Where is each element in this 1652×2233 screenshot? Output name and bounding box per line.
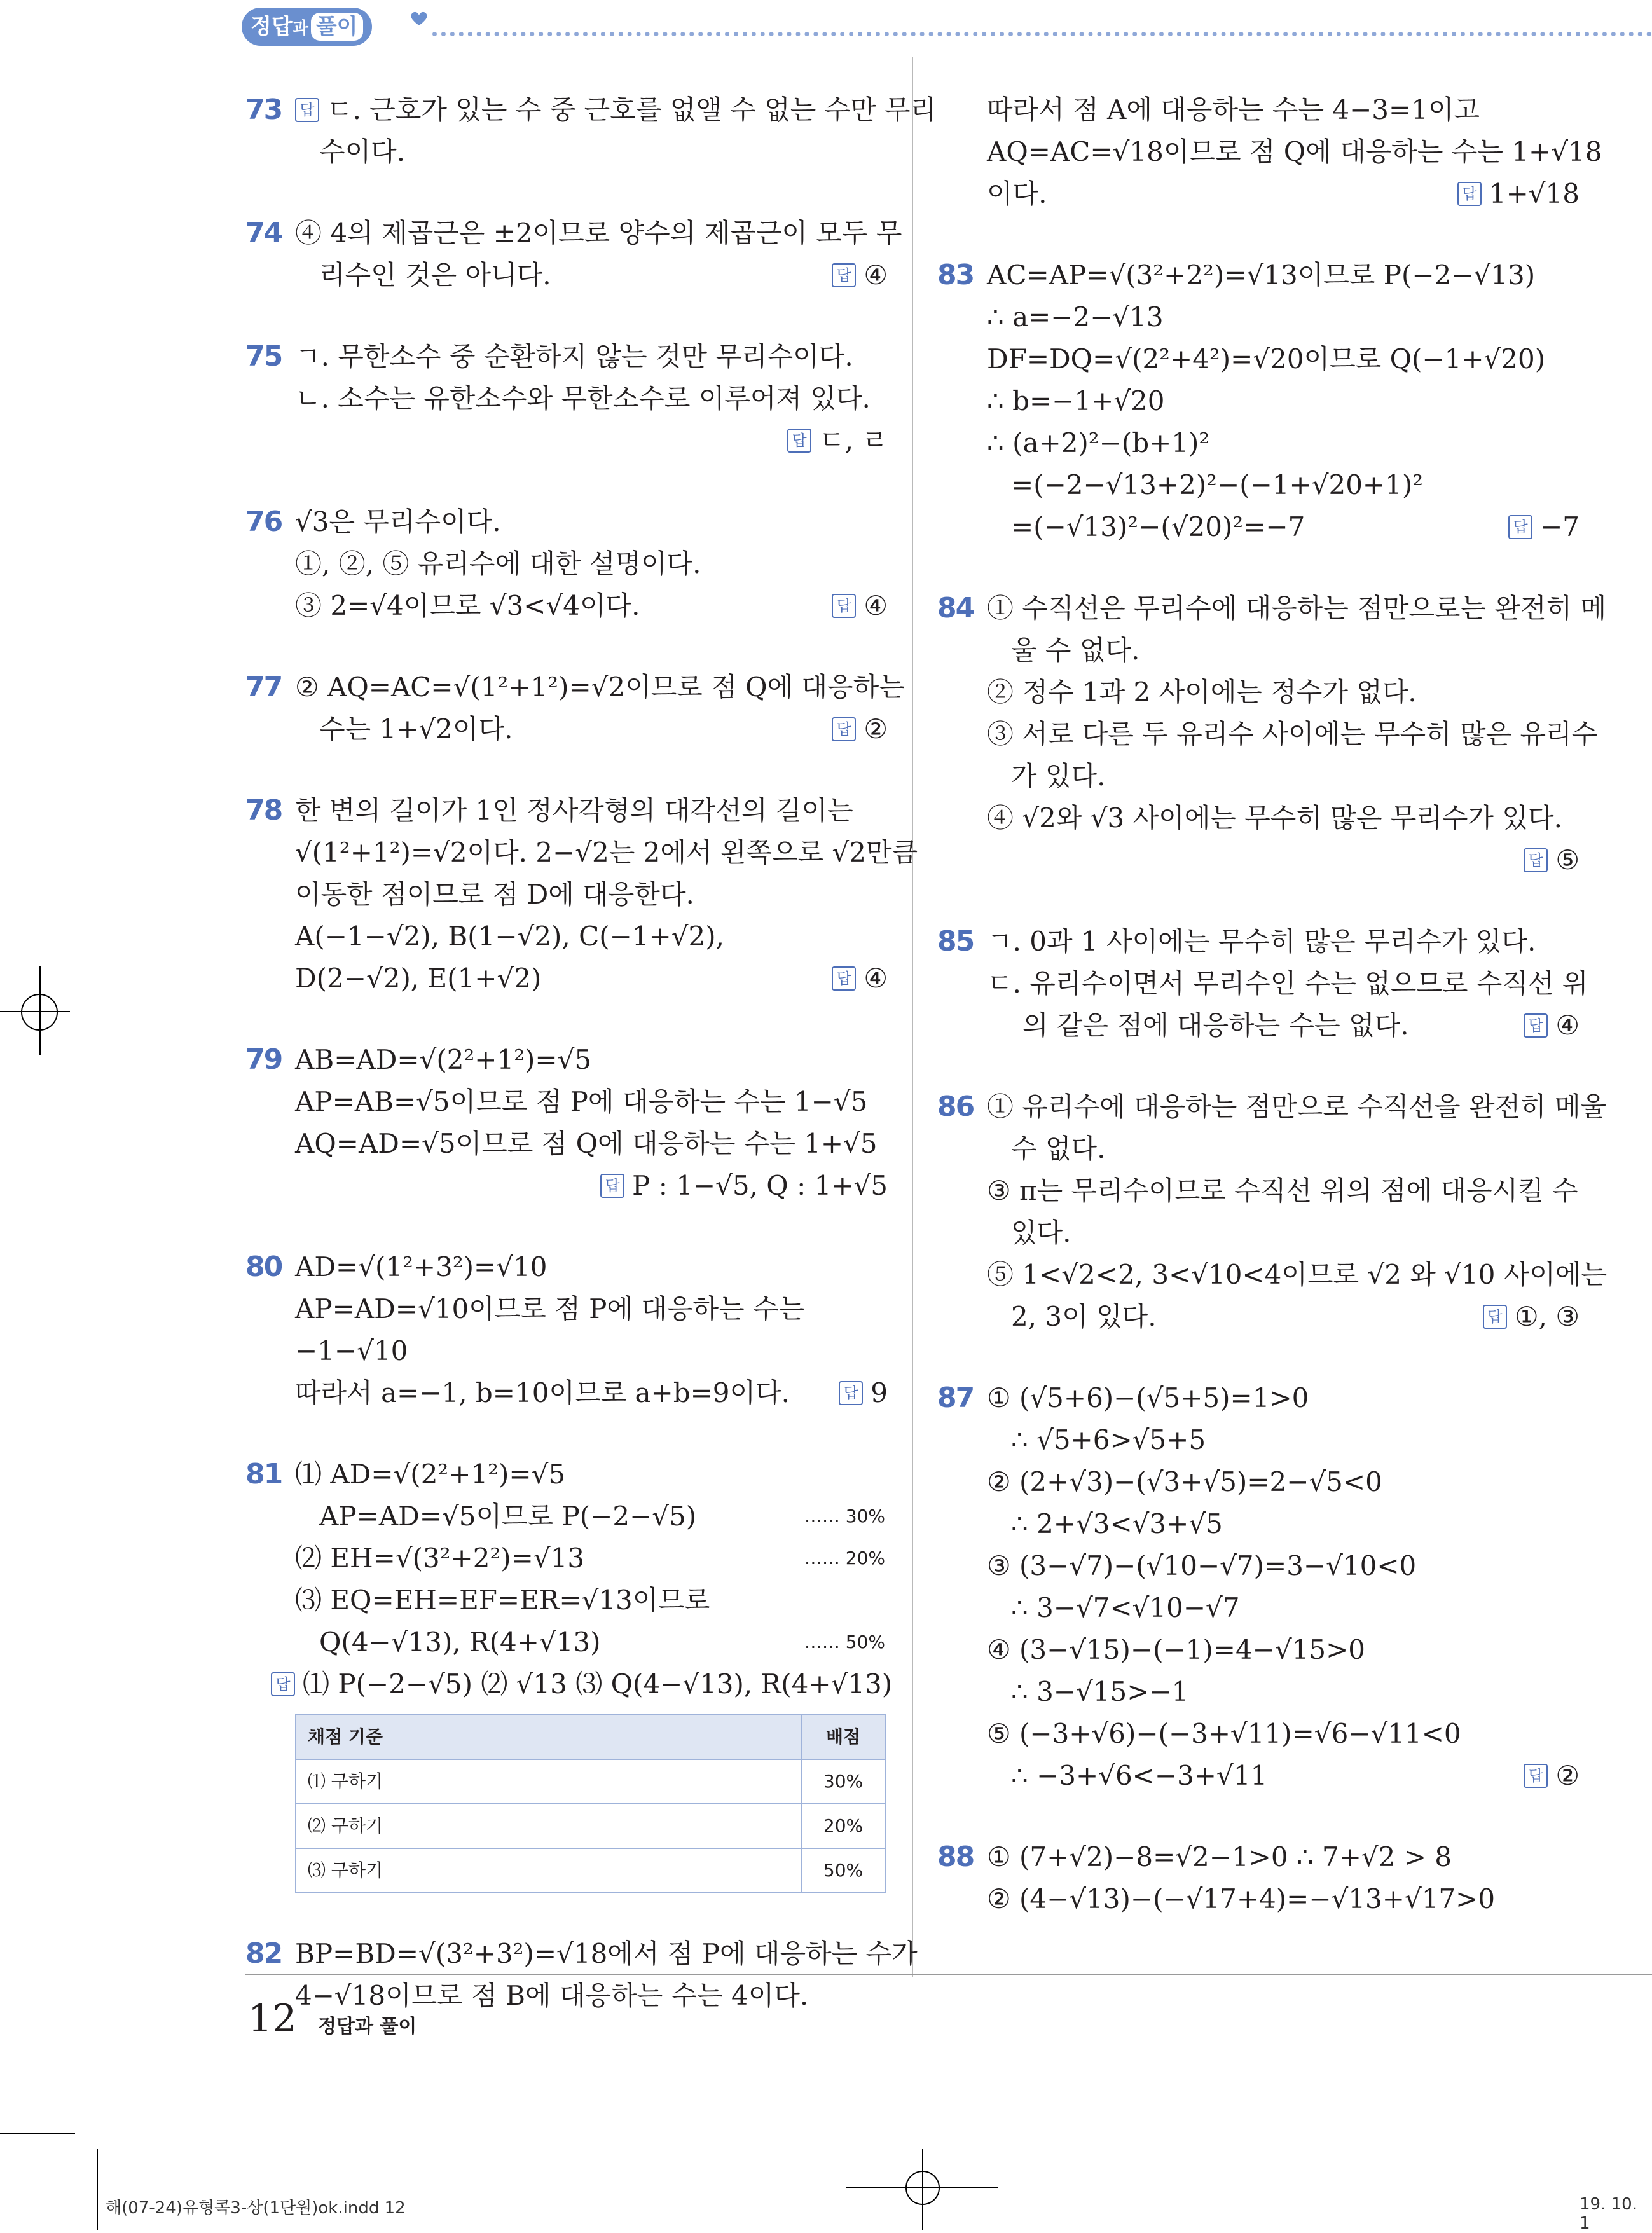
- left-column: [245, 89, 937, 2056]
- solution-line: [245, 958, 888, 1000]
- answer-value: ②: [1555, 1760, 1580, 1791]
- line-text: 의 같은 점에 대응하는 수는 없다.: [1022, 1010, 1409, 1041]
- problem-77: [245, 666, 905, 750]
- answer-mark-icon: 답: [271, 1672, 295, 1696]
- line-text: 리수인 것은 아니다.: [319, 259, 551, 291]
- solution-line: [245, 254, 888, 296]
- answer: [245, 420, 888, 462]
- solution-line: ∴ 2+√3<√3+√5: [1011, 1508, 1223, 1539]
- problem-75: [245, 336, 888, 462]
- solution-line: ① (7+√2)−8=√2−1>0 ∴ 7+√2 > 8: [987, 1841, 1452, 1872]
- answer: [832, 585, 888, 627]
- page-number: 12: [248, 1996, 297, 2041]
- solution-line: AD=√(1²+3²)=√10: [295, 1251, 547, 1282]
- right-column: [937, 89, 1607, 1960]
- problem-number: 79: [245, 1043, 282, 1076]
- problem-86: [937, 1086, 1607, 1338]
- solution-line: ∴ 3−√7<√10−√7: [1011, 1592, 1240, 1623]
- problem-number: 78: [245, 794, 282, 827]
- solution-line: ∴ b=−1+√20: [987, 385, 1165, 416]
- solution-line: [245, 1372, 888, 1414]
- problem-number: 74: [245, 217, 282, 249]
- table-cell: 20%: [801, 1804, 886, 1848]
- solution-line: ④ √2와 √3 사이에는 무수히 많은 무리수가 있다.: [987, 802, 1562, 834]
- answer-value: ②: [864, 713, 888, 745]
- answer: [832, 958, 888, 1000]
- table-cell: 50%: [801, 1848, 886, 1893]
- grading-table: [295, 1714, 886, 1893]
- solution-line: ⑤ (−3+√6)−(−3+√11)=√6−√11<0: [987, 1718, 1461, 1749]
- answer: [839, 1372, 888, 1414]
- header-dotted-rule: [432, 32, 1652, 36]
- solution-line: ㄱ. 무한소수 중 순환하지 않는 것만 무리수이다.: [295, 341, 853, 372]
- answer-mark-icon: 답: [832, 263, 856, 287]
- solution-line: [937, 1005, 1580, 1047]
- badge-text-1: 정답: [251, 14, 293, 39]
- answer-mark-icon: 답: [295, 98, 319, 122]
- solution-line: 있다.: [1011, 1217, 1071, 1248]
- answer-value: ⑤: [1555, 844, 1580, 876]
- answer: [245, 1663, 893, 1705]
- problem-number: 80: [245, 1251, 282, 1283]
- solution-line: ⑴ AD=√(2²+1²)=√5: [295, 1459, 566, 1490]
- solution-line: √(1²+1²)=√2이다. 2−√2는 2에서 왼쪽으로 √2만큼: [295, 837, 918, 868]
- solution-line: =(−2−√13+2)²−(−1+√20+1)²: [1011, 469, 1424, 500]
- table-cell: 30%: [801, 1759, 886, 1804]
- solution-line: 4−√18이므로 점 B에 대응하는 수는 4이다.: [295, 1980, 809, 2011]
- solution-line: [245, 1537, 888, 1579]
- solution-line: ④ 4의 제곱근은 ±2이므로 양수의 제곱근이 모두 무: [295, 217, 902, 249]
- crop-mark: [97, 2149, 98, 2230]
- problem-number: 77: [245, 671, 282, 703]
- solution-line: ①, ②, ⑤ 유리수에 대한 설명이다.: [295, 548, 701, 579]
- problem-number: 85: [937, 925, 974, 958]
- solution-line: BP=BD=√(3²+3²)=√18에서 점 P에 대응하는 수가: [295, 1938, 918, 1969]
- answer-mark-icon: 답: [1457, 182, 1482, 206]
- table-row: [296, 1759, 886, 1804]
- solution-line: ② (4−√13)−(−√17+4)=−√13+√17>0: [987, 1883, 1496, 1914]
- problem-88: [937, 1836, 1580, 1920]
- problem-74: [245, 212, 902, 296]
- heart-icon: [408, 10, 430, 27]
- score-percent: …… 50%: [804, 1632, 885, 1652]
- answer: [1524, 1005, 1580, 1047]
- problem-number: 76: [245, 505, 282, 538]
- solution-line: ② 정수 1과 2 사이에는 정수가 없다.: [987, 677, 1417, 708]
- line-text: 이다.: [987, 178, 1047, 209]
- badge-text-3: 풀이: [311, 13, 363, 41]
- solution-line: [245, 1495, 888, 1537]
- problem-number: 87: [937, 1382, 974, 1414]
- solution-line: AP=AB=√5이므로 점 P에 대응하는 수는 1−√5: [295, 1086, 868, 1117]
- line-text: 따라서 a=−1, b=10이므로 a+b=9이다.: [295, 1377, 790, 1408]
- solution-line: 이동한 점이므로 점 D에 대응한다.: [295, 879, 694, 910]
- solution-line: ① 수직선은 무리수에 대응하는 점만으로는 완전히 메: [987, 593, 1607, 624]
- answer-mark-icon: 답: [1524, 1013, 1548, 1038]
- line-text: Q(4−√13), R(4+√13): [319, 1626, 601, 1658]
- column-divider: [912, 57, 913, 1977]
- problem-number: 84: [937, 592, 974, 624]
- solution-line: [245, 708, 888, 750]
- answer: [832, 254, 888, 296]
- answer: [1483, 1296, 1580, 1338]
- answer-value: ⑴ P(−2−√5) ⑵ √13 ⑶ Q(4−√13), R(4+√13): [303, 1668, 893, 1700]
- solution-line: ∴ a=−2−√13: [987, 301, 1164, 333]
- solution-line: ㄴ. 소수는 유한소수와 무한소수로 이루어져 있다.: [295, 383, 871, 414]
- answer-value: 9: [871, 1377, 888, 1408]
- problem-82-continued: [937, 89, 1602, 215]
- solution-line: ① (√5+6)−(√5+5)=1>0: [987, 1382, 1309, 1413]
- solution-line: ㄱ. 0과 1 사이에는 무수히 많은 무리수가 있다.: [987, 926, 1536, 957]
- answer-mark-icon: 답: [1524, 1764, 1548, 1788]
- line-text: ③ 2=√4이므로 √3<√4이다.: [295, 590, 640, 621]
- section-badge: [242, 8, 372, 46]
- solution-line: 울 수 없다.: [1011, 635, 1140, 666]
- solution-line: ㄷ. 유리수이면서 무리수인 수는 없으므로 수직선 위: [987, 968, 1588, 999]
- table-row: [296, 1848, 886, 1893]
- problem-87: [937, 1377, 1580, 1797]
- problem-number: 86: [937, 1090, 974, 1123]
- print-date: 19. 10. 1: [1580, 2195, 1637, 2233]
- solution-line: ② (2+√3)−(√3+√5)=2−√5<0: [987, 1466, 1382, 1497]
- solution-line: ∴ (a+2)²−(b+1)²: [987, 427, 1210, 458]
- answer-value: ㄷ, ㄹ: [819, 425, 888, 456]
- table-header-row: [296, 1715, 886, 1759]
- solution-line: 수 없다.: [1011, 1133, 1106, 1164]
- solution-line: ∴ 3−√15>−1: [1011, 1676, 1189, 1707]
- line-text: 수는 1+√2이다.: [319, 713, 513, 745]
- problem-81: [245, 1453, 893, 1893]
- solution-line: ⑶ EQ=EH=EF=ER=√13이므로: [295, 1584, 710, 1616]
- page-header: [242, 8, 1652, 52]
- answer-value: ①, ③: [1514, 1301, 1580, 1332]
- badge-text-2: 과: [292, 19, 308, 38]
- answer-mark-icon: 답: [600, 1174, 624, 1198]
- registration-mark-icon: [898, 2163, 947, 2213]
- problem-number: 82: [245, 1937, 282, 1970]
- solution-line: [245, 1621, 888, 1663]
- problem-number: 75: [245, 340, 282, 373]
- line-text: ㄷ. 근호가 있는 수 중 근호를 없앨 수 없는 수만 무리: [327, 94, 937, 125]
- solution-line: ③ π는 무리수이므로 수직선 위의 점에 대응시킬 수: [987, 1175, 1578, 1206]
- solution-line: AQ=AD=√5이므로 점 Q에 대응하는 수는 1+√5: [295, 1128, 878, 1159]
- table-cell: ⑶ 구하기: [296, 1848, 801, 1893]
- solution-line: [937, 506, 1580, 548]
- answer-value: P : 1−√5, Q : 1+√5: [632, 1170, 888, 1201]
- solution-line: AQ=AC=√18이므로 점 Q에 대응하는 수는 1+√18: [987, 136, 1602, 167]
- answer-mark-icon: 답: [1524, 848, 1548, 872]
- answer: [1524, 1755, 1580, 1797]
- answer: [1457, 173, 1580, 215]
- problem-number: 81: [245, 1458, 282, 1490]
- line-text: AP=AD=√5이므로 P(−2−√5): [319, 1501, 697, 1532]
- answer: [832, 708, 888, 750]
- line-text: =(−√13)²−(√20)²=−7: [1011, 511, 1305, 542]
- solution-line: −1−√10: [295, 1335, 408, 1366]
- table-header: 채점 기준: [296, 1715, 801, 1759]
- registration-mark-icon: [13, 986, 66, 1039]
- solution-line: 한 변의 길이가 1인 정사각형의 대각선의 길이는: [295, 795, 853, 826]
- problem-73: [245, 89, 937, 173]
- problem-83: [937, 254, 1580, 548]
- answer-mark-icon: 답: [1483, 1305, 1507, 1329]
- problem-84: [937, 587, 1607, 881]
- answer-mark-icon: 답: [832, 966, 856, 991]
- solution-line: ① 유리수에 대응하는 점만으로 수직선을 완전히 메울: [987, 1091, 1607, 1122]
- answer-mark-icon: 답: [787, 429, 811, 453]
- page-title: 정답과 풀이: [318, 2016, 417, 2038]
- line-text: 2, 3이 있다.: [1011, 1301, 1157, 1332]
- score-percent: …… 20%: [804, 1548, 885, 1569]
- answer-mark-icon: 답: [839, 1381, 863, 1405]
- solution-line: [245, 585, 888, 627]
- solution-line: ③ (3−√7)−(√10−√7)=3−√10<0: [987, 1550, 1417, 1581]
- solution-line: AB=AD=√(2²+1²)=√5: [295, 1044, 592, 1075]
- problem-number: 83: [937, 259, 974, 291]
- problem-76: [245, 501, 888, 627]
- solution-line: √3은 무리수이다.: [295, 506, 501, 537]
- answer: [245, 1165, 888, 1207]
- footer-rule: [245, 1974, 1652, 1975]
- line-text: ⑵ EH=√(3²+2²)=√13: [295, 1542, 585, 1574]
- answer-mark-icon: 답: [832, 717, 856, 741]
- table-cell: ⑴ 구하기: [296, 1759, 801, 1804]
- answer-value: ④: [1555, 1010, 1580, 1041]
- crop-mark: [0, 2133, 75, 2134]
- solution-line: [937, 1296, 1580, 1338]
- print-slug: 해(07-24)유형콕3-상(1단원)ok.indd 12: [106, 2199, 406, 2218]
- score-percent: …… 30%: [804, 1506, 885, 1527]
- solution-line: AC=AP=√(3²+2²)=√13이므로 P(−2−√13): [987, 259, 1536, 291]
- solution-line: ③ 서로 다른 두 유리수 사이에는 무수히 많은 유리수: [987, 718, 1598, 750]
- answer-value: ④: [864, 963, 888, 994]
- table-row: [296, 1804, 886, 1848]
- answer-value: ④: [864, 259, 888, 291]
- line-text: D(2−√2), E(1+√2): [295, 963, 542, 994]
- answer-value: 1+√18: [1489, 178, 1580, 209]
- problem-79: [245, 1039, 888, 1207]
- table-cell: ⑵ 구하기: [296, 1804, 801, 1848]
- solution-line: ∴ √5+6>√5+5: [1011, 1424, 1206, 1455]
- solution-line: ⑤ 1<√2<2, 3<√10<4이므로 √2 와 √10 사이에는: [987, 1259, 1607, 1290]
- solution-line: 가 있다.: [1011, 760, 1106, 792]
- solution-line: [937, 1755, 1580, 1797]
- problem-number: 73: [245, 93, 282, 126]
- solution-line: ② AQ=AC=√(1²+1²)=√2이므로 점 Q에 대응하는: [295, 671, 905, 703]
- answer: [1508, 506, 1580, 548]
- problem-78: [245, 790, 918, 1000]
- solution-line: 따라서 점 A에 대응하는 수는 4−3=1이고: [987, 94, 1480, 125]
- solution-line: [245, 89, 937, 131]
- solution-line: A(−1−√2), B(1−√2), C(−1+√2),: [295, 921, 724, 952]
- solution-line: DF=DQ=√(2²+4²)=√20이므로 Q(−1+√20): [987, 343, 1546, 374]
- solution-line: AP=AD=√10이므로 점 P에 대응하는 수는: [295, 1293, 805, 1324]
- answer-value: ④: [864, 590, 888, 621]
- solution-line: ④ (3−√15)−(−1)=4−√15>0: [987, 1634, 1365, 1665]
- solution-line: [937, 173, 1580, 215]
- answer-mark-icon: 답: [832, 594, 856, 618]
- answer-mark-icon: 답: [1508, 515, 1532, 539]
- table-header: 배점: [801, 1715, 886, 1759]
- answer-value: −7: [1540, 511, 1580, 542]
- problem-85: [937, 921, 1588, 1047]
- answer: [937, 839, 1580, 881]
- problem-80: [245, 1246, 888, 1414]
- solution-line: 수이다.: [319, 136, 406, 167]
- problem-number: 88: [937, 1841, 974, 1873]
- line-text: ∴ −3+√6<−3+√11: [1011, 1760, 1268, 1791]
